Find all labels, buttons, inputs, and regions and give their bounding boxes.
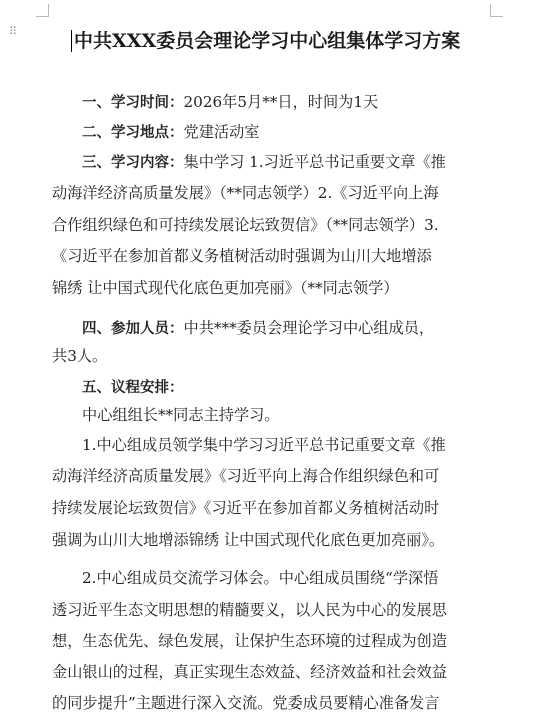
section-agenda[interactable] <box>52 377 530 398</box>
agenda-item-line[interactable]: 2.中心组成员交流学习体会。中心组成员围绕“学深悟 <box>82 569 439 587</box>
agenda-item-line[interactable]: 想，生态优先、绿色发展，让保护生态环境的过程成为创造 <box>52 632 447 650</box>
agenda-item-line[interactable]: 的同步提升”主题进行深入交流。党委成员要精心准备发言 <box>52 694 440 712</box>
section-place-label: 二、学习地点： <box>82 125 184 141</box>
section-place[interactable] <box>52 122 530 143</box>
content-line[interactable]: 锦绣 让中国式现代化底色更加亮丽》（**同志领学） <box>52 279 399 297</box>
section-participants-label: 四、参加人员： <box>82 321 184 337</box>
agenda-item-line[interactable]: 金山银山的过程，真正实现生态效益、经济效益和社会效益 <box>52 663 447 681</box>
section-content[interactable] <box>52 152 530 173</box>
participants-line[interactable]: 共3人。 <box>52 347 108 365</box>
section-time-label: 一、学习时间： <box>82 95 184 111</box>
agenda-item-line[interactable]: 持续发展论坛致贺信》《习近平在参加首都义务植树活动时 <box>52 499 440 517</box>
content-line[interactable]: 《习近平在参加首都义务植树活动时强调为山川大地增添 <box>52 247 432 265</box>
agenda-item-line[interactable]: 强调为山川大地增添锦绣 让中国式现代化底色更加亮丽》。 <box>52 531 445 549</box>
page-corner-mark-left <box>36 4 49 17</box>
section-place-text: 党建活动室 <box>183 123 260 141</box>
document-title[interactable]: 中共XXX委员会理论学习中心组集体学习方案 <box>74 30 461 52</box>
agenda-item-line[interactable]: 1.中心组成员领学集中学习习近平总书记重要文章《推 <box>82 436 446 454</box>
section-participants[interactable] <box>52 318 530 339</box>
section-content-label: 三、学习内容： <box>82 155 184 171</box>
participants-line: 中共***委员会理论学习中心组成员， <box>183 319 435 337</box>
content-line: 集中学习 1.习近平总书记重要文章《推 <box>183 153 446 171</box>
section-time-text: 2026年5月**日，时间为1天 <box>183 93 379 111</box>
section-agenda-label: 五、议程安排： <box>82 380 184 396</box>
agenda-item-line[interactable]: 动海洋经济高质量发展》《习近平向上海合作组织绿色和可 <box>52 467 440 485</box>
content-line[interactable]: 合作组织绿色和可持续发展论坛致贺信》（**同志领学）3. <box>52 216 439 234</box>
content-line[interactable]: 动海洋经济高质量发展》（**同志领学）2.《习近平向上海 <box>52 184 439 202</box>
drag-handle-icon[interactable]: ⠿ <box>9 25 19 38</box>
section-time[interactable] <box>52 92 530 113</box>
page-corner-mark-right <box>490 4 503 17</box>
agenda-intro[interactable]: 中心组组长**同志主持学习。 <box>82 406 280 424</box>
agenda-item-line[interactable]: 透习近平生态文明思想的精髓要义，以人民为中心的发展思 <box>52 601 447 619</box>
text-cursor <box>71 30 72 52</box>
